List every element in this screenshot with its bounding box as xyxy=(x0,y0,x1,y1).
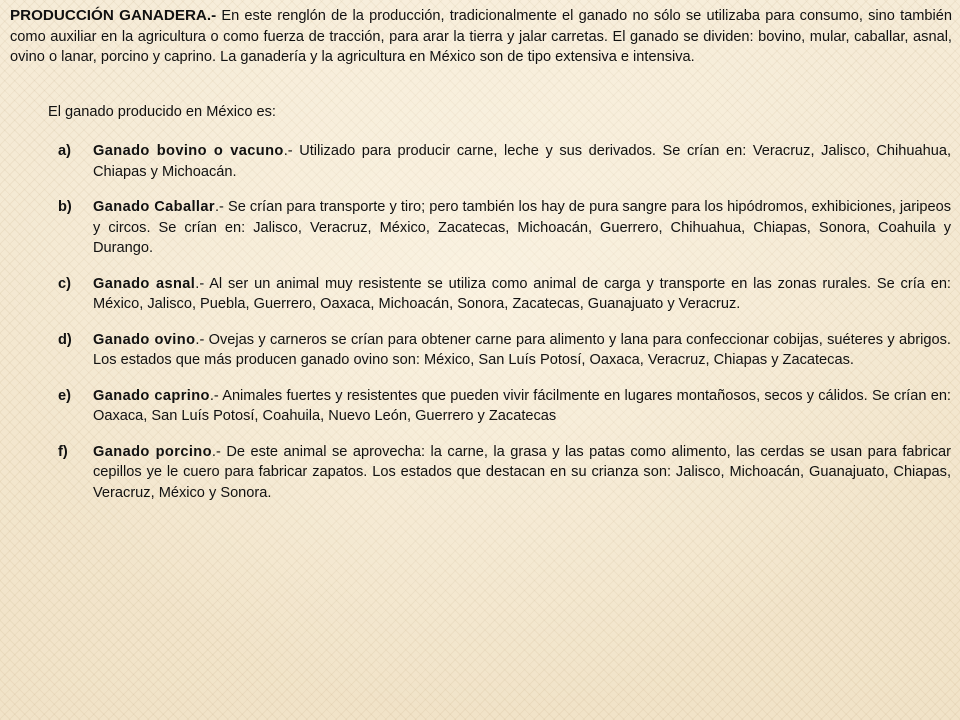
item-text: .- Se crían para transporte y tiro; pero también los hay de pura sangre para los hipódromos, exhibiciones, jaripeos y circos. Se crían en: Jalisco, Veracruz, México, Zacatecas, Michoacán, Guerrero, Chihuahua, Chiapas, Sonora, Coahuila y Durango. xyxy=(93,199,951,256)
item-text: .- Animales fuertes y resistentes que pueden vivir fácilmente en lugares montañosos, secos y cálidos. Se crían en: Oaxaca, San Luís Potosí, Coahuila, Nuevo León, Guerrero y Zacatecas xyxy=(93,387,951,424)
section-heading: PRODUCCIÓN GANADERA.- xyxy=(10,7,217,24)
item-name: Ganado bovino o vacuno xyxy=(93,143,284,159)
list-item-body xyxy=(93,386,951,427)
list-item xyxy=(58,141,951,182)
intro-paragraph xyxy=(10,6,952,68)
list-item xyxy=(58,442,951,504)
list-item-body xyxy=(93,442,951,504)
list-marker: a) xyxy=(58,143,71,159)
list-marker: c) xyxy=(58,275,71,292)
item-text: .- Utilizado para producir carne, leche y sus derivados. Se crían en: Veracruz, Jalisco, Chihuahua, Chiapas y Michoacán. xyxy=(93,143,951,180)
list-item-body xyxy=(93,330,951,371)
item-name: Ganado porcino xyxy=(93,443,212,460)
list-item xyxy=(58,197,951,259)
item-text: .- De este animal se aprovecha: la carne, la grasa y las patas como alimento, las cerdas se usan para fabricar cepillos ye le cuero para fabricar zapatos. Los estados que destacan en su crianza son: Jalisco, Michoacán, Guanajuato, Chiapas, Veracruz, México y Sonora. xyxy=(93,443,951,501)
list-item xyxy=(58,386,951,427)
item-name: Ganado Caballar xyxy=(93,199,215,215)
list-item xyxy=(58,330,951,371)
list-marker: e) xyxy=(58,387,71,404)
item-name: Ganado ovino xyxy=(93,331,196,348)
intro-text: En este renglón de la producción, tradicionalmente el ganado no sólo se utilizaba para consumo, sino también como auxiliar en la agricultura o como fuerza de tracción, para arar la tierra y jalar carretas. El ganado se dividen: bovino, mular, caballar, asnal, ovino o lanar, porcino y caprino. La ganadería y la agricultura en México son de tipo extensiva e intensiva. xyxy=(10,8,953,65)
list-marker: f) xyxy=(58,443,68,460)
list-marker: b) xyxy=(58,199,72,215)
item-text: .- Al ser un animal muy resistente se utiliza como animal de carga y transporte en las zonas rurales. Se cría en: México, Jalisco, Puebla, Guerrero, Oaxaca, Michoacán, Sonora, Zacatecas, Guanajuato y Veracruz. xyxy=(93,275,951,312)
list-item-body xyxy=(93,197,951,259)
list-item xyxy=(58,274,951,315)
livestock-list xyxy=(58,141,951,518)
list-lead-text: El ganado producido en México es: xyxy=(48,104,276,120)
list-marker: d) xyxy=(58,331,72,348)
item-name: Ganado asnal xyxy=(93,275,196,292)
item-name: Ganado caprino xyxy=(93,387,210,404)
item-text: .- Ovejas y carneros se crían para obtener carne para alimento y lana para confeccionar cobijas, suéteres y abrigos. Los estados que más producen ganado ovino son: México, San Luís Potosí, Oaxaca, Veracruz, Chiapas y Zacatecas. xyxy=(93,331,951,368)
list-item-body xyxy=(93,141,951,182)
list-item-body xyxy=(93,274,951,315)
